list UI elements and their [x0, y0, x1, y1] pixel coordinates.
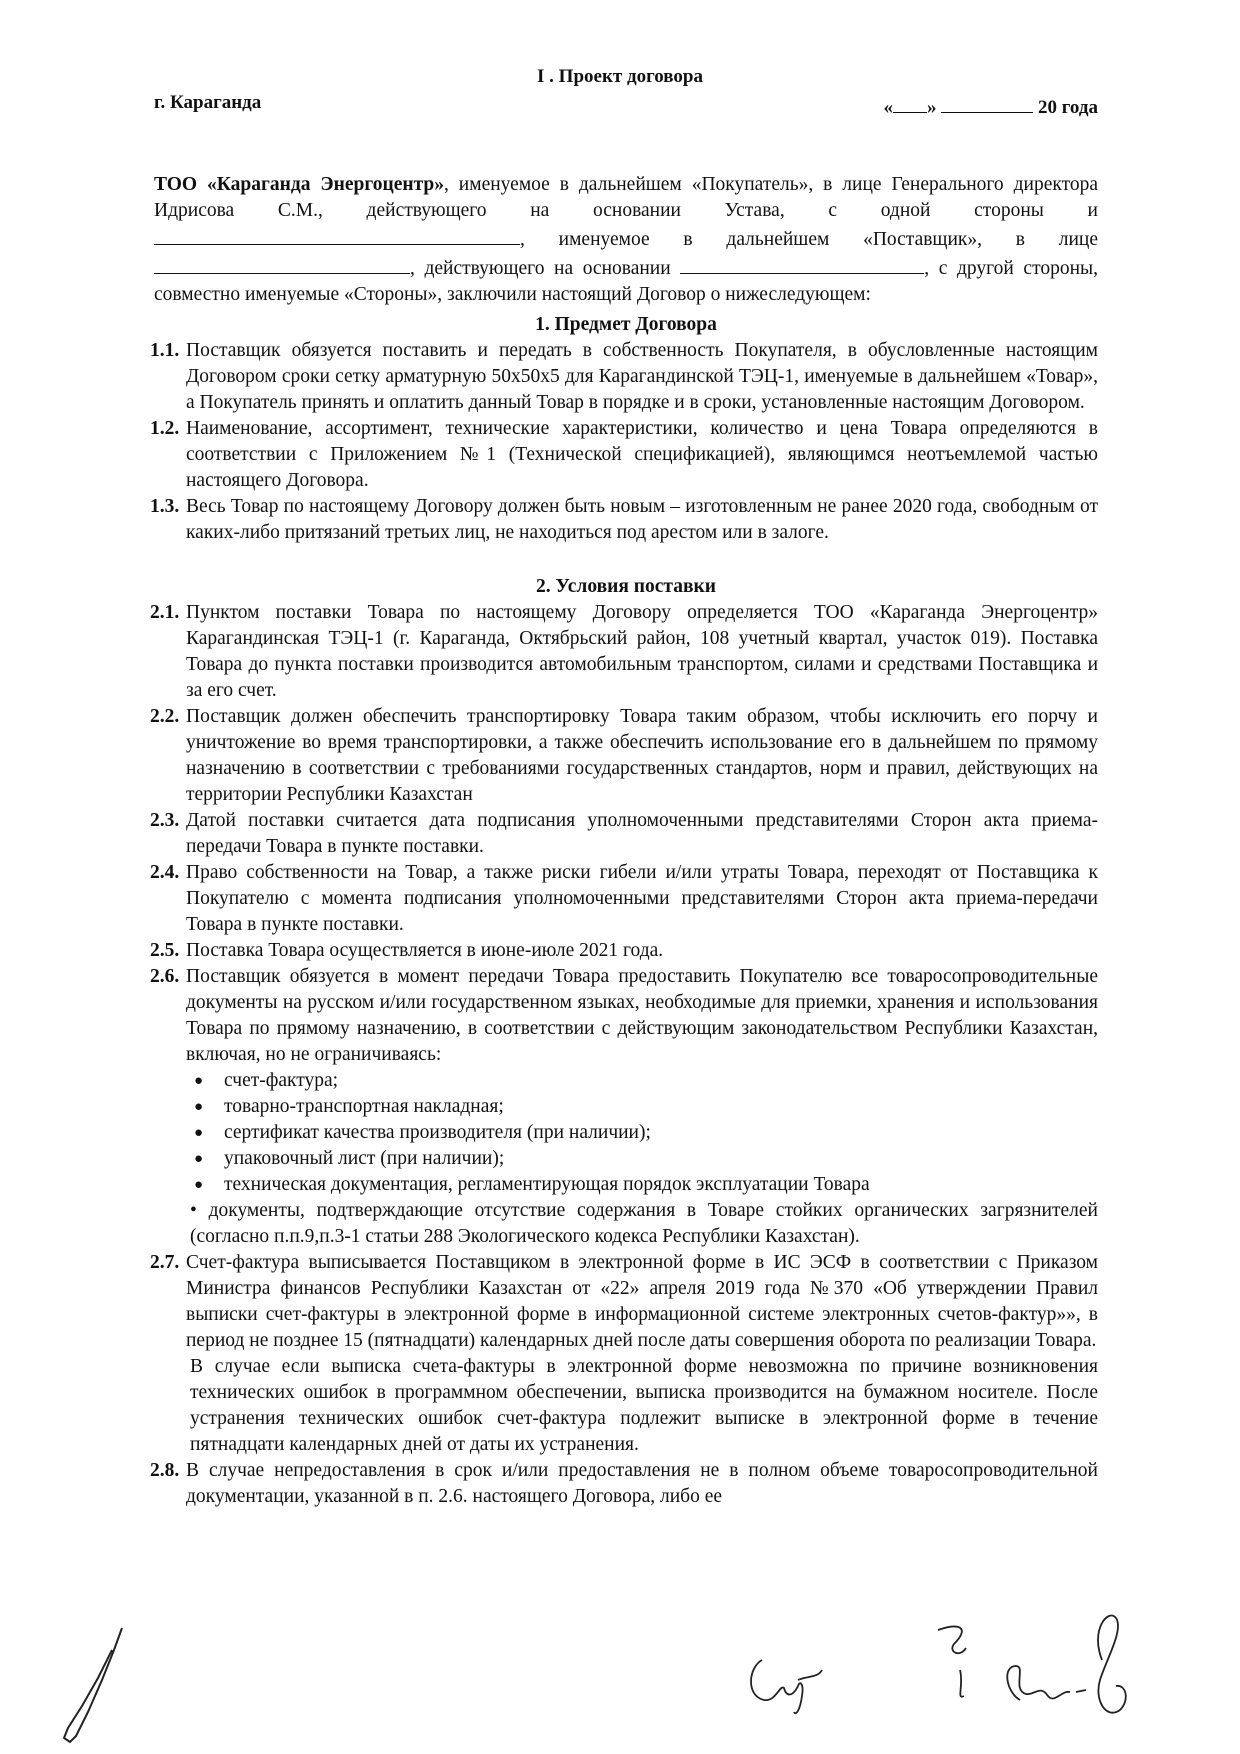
clause-text: Поставщик должен обеспечить транспортировку Товара таким образом, чтобы исключить его порчу и уничтожение во время транспортировки, а также обеспечить использование его в дальнейшем по прямому назначению в соответствии с требованиями государственных стандартов, норм и правил, действующих на территории Республики Казахстан — [186, 706, 1098, 805]
clause-number: 1.1. — [150, 340, 180, 361]
bullet-icon: ● — [194, 1177, 204, 1193]
preamble-text-3-end: , — [924, 258, 930, 279]
clause-number: 1.3. — [150, 496, 180, 517]
preamble-text-4: с другой стороны, совместно именуемые «Стороны», заключили настоящий Договор о нижеследующем: — [154, 258, 1099, 305]
preamble-text-3: , действующего на основании — [410, 258, 671, 279]
day-blank[interactable] — [893, 92, 927, 113]
initials-signature-1 — [740, 1640, 830, 1720]
clause-text: Счет-фактура выписывается Поставщиком в электронной форме в ИС ЭСФ в соответствии с Приказом Министра финансов Республики Казахстан от «22» апреля 2019 года №370 «Об утверждении Правил выписки счет-фактуры в электронной форме в информационной системе электронных счетов-фактур»», в период не позднее 15 (пятнадцати) календарных дней после даты совершения оборота по реализации Товара. — [186, 1252, 1098, 1351]
clause-text: Право собственности на Товар, а также риски гибели и/или утраты Товара, переходят от Поставщика к Покупателю с момента подписания уполномоченными представителями Сторон акта приема-передачи Товара в пункте поставки. — [186, 862, 1098, 935]
list-item — [190, 1146, 1098, 1172]
bullet-icon: ● — [194, 1125, 204, 1141]
supplier-basis-blank[interactable] — [680, 253, 924, 274]
list-item-text: упаковочный лист (при наличии); — [224, 1148, 505, 1169]
clause-2-4 — [150, 860, 1098, 938]
clause-2-8 — [150, 1458, 1098, 1510]
clause-number: 2.5. — [150, 940, 180, 961]
clause-number: 1.2. — [150, 418, 180, 439]
document-title: I . Проект договора — [537, 66, 703, 87]
section-2-title: 2. Условия поставки — [536, 576, 716, 597]
clause-number: 2.1. — [150, 602, 180, 623]
clause-2-6 — [150, 964, 1098, 1068]
preamble-text-1: , именуемое в дальнейшем «Покупатель», в лице Генерального директора Идрисова С.М., действующего на основании Устава, с одной стороны и — [154, 174, 1098, 221]
date-close-quote: » — [927, 97, 937, 118]
clause-number: 2.6. — [150, 966, 180, 987]
date-line — [884, 92, 1098, 119]
supplier-rep-blank[interactable] — [154, 253, 410, 274]
bullet-icon: ● — [194, 1151, 204, 1167]
clause-1-3 — [150, 494, 1098, 546]
pen-stroke-signature — [50, 1620, 140, 1750]
list-item-text: счет-фактура; — [224, 1070, 339, 1091]
preamble-text-2: , именуемое в дальнейшем «Поставщик», в лице — [520, 229, 1098, 250]
clause-number: 2.4. — [150, 862, 180, 883]
clause-number: 2.2. — [150, 706, 180, 727]
clause-1-1 — [150, 338, 1098, 416]
list-item — [190, 1094, 1098, 1120]
clause-text: Весь Товар по настоящему Договору должен быть новым – изготовленным не ранее 2020 года, свободным от каких-либо притязаний третьих лиц, не находиться под арестом или в залоге. — [186, 496, 1098, 543]
clause-number: 2.7. — [150, 1252, 180, 1273]
clause-text: Поставка Товара осуществляется в июне-июле 2021 года. — [186, 940, 664, 961]
date-year: 20 года — [1038, 97, 1098, 118]
clause-2-7-paragraph: В случае если выписка счета-фактуры в электронной форме невозможна по причине возникновения технических ошибок в программном обеспечении, выписка производится на бумажном носителе. После устранения технических ошибок счет-фактура подлежит выписке в электронной форме в течение пятнадцати календарных дней от даты их устранения. — [190, 1356, 1098, 1455]
list-item-text: техническая документация, регламентирующая порядок эксплуатации Товара — [224, 1174, 870, 1195]
clause-2-5 — [150, 938, 1098, 964]
list-item — [190, 1068, 1098, 1094]
initials-signature-2 — [930, 1600, 1140, 1750]
clause-text: Поставщик обязуется поставить и передать в собственность Покупателя, в обусловленные настоящим Договором сроки сетку арматурную 50x50x5 для Карагандинской ТЭЦ-1, именуемые в дальнейшем «Товар», а Покупатель принять и оплатить данный Товар в порядке и в сроки, установленные настоящим Договором. — [186, 340, 1098, 413]
clause-text: В случае непредоставления в срок и/или предоставления не в полном объеме товаросопроводительной документации, указанной в п. 2.6. настоящего Договора, либо ее — [186, 1460, 1098, 1507]
section-1-title: 1. Предмет Договора — [535, 314, 717, 335]
bullet-icon: ● — [194, 1099, 204, 1115]
clause-1-2 — [150, 416, 1098, 494]
clause-text: Пунктом поставки Товара по настоящему Договору определяется ТОО «Караганда Энергоцентр» Карагандинская ТЭЦ-1 (г. Караганда, Октябрьский район, 108 учетный квартал, участок 019). Поставка Товара до пункта поставки производится автомобильным транспортом, силами и средствами Поставщика и за его счет. — [186, 602, 1098, 701]
list-item-text: сертификат качества производителя (при наличии); — [224, 1122, 651, 1143]
bullet-icon: ● — [194, 1073, 204, 1089]
buyer-company-name: ТОО «Караганда Энергоцентр» — [154, 174, 444, 195]
clause-2-6-tail: • документы, подтверждающие отсутствие содержания в Товаре стойких органических загрязнителей (согласно п.п.9,п.3-1 статьи 288 Экологического кодекса Республики Казахстан). — [190, 1200, 1098, 1247]
month-blank[interactable] — [941, 92, 1033, 113]
preamble — [154, 172, 1098, 308]
clause-2-7 — [150, 1250, 1098, 1354]
list-item — [190, 1172, 1098, 1198]
clause-2-2 — [150, 704, 1098, 808]
clause-number: 2.8. — [150, 1460, 180, 1481]
city-label: г. Караганда — [154, 92, 262, 113]
list-item — [190, 1120, 1098, 1146]
clause-number: 2.3. — [150, 810, 180, 831]
clause-text: Датой поставки считается дата подписания уполномоченными представителями Сторон акта приема-передачи Товара в пункте поставки. — [186, 810, 1098, 857]
clause-text: Поставщик обязуется в момент передачи Товара предоставить Покупателю все товаросопроводительные документы на русском и/или государственном языках, необходимые для приемки, хранения и использования Товара по прямому назначению, в соответствии с действующим законодательством Республики Казахстан, включая, но не ограничиваясь: — [186, 966, 1098, 1065]
clause-2-3 — [150, 808, 1098, 860]
list-item-text: товарно-транспортная накладная; — [224, 1096, 504, 1117]
clause-text: Наименование, ассортимент, технические характеристики, количество и цена Товара определяются в соответствии с Приложением №1 (Технической спецификацией), являющимся неотъемлемой частью настоящего Договора. — [186, 418, 1098, 491]
date-open-quote: « — [883, 97, 894, 118]
supplier-name-blank[interactable] — [154, 224, 520, 245]
clause-2-1 — [150, 600, 1098, 704]
document-body — [150, 172, 1099, 1510]
